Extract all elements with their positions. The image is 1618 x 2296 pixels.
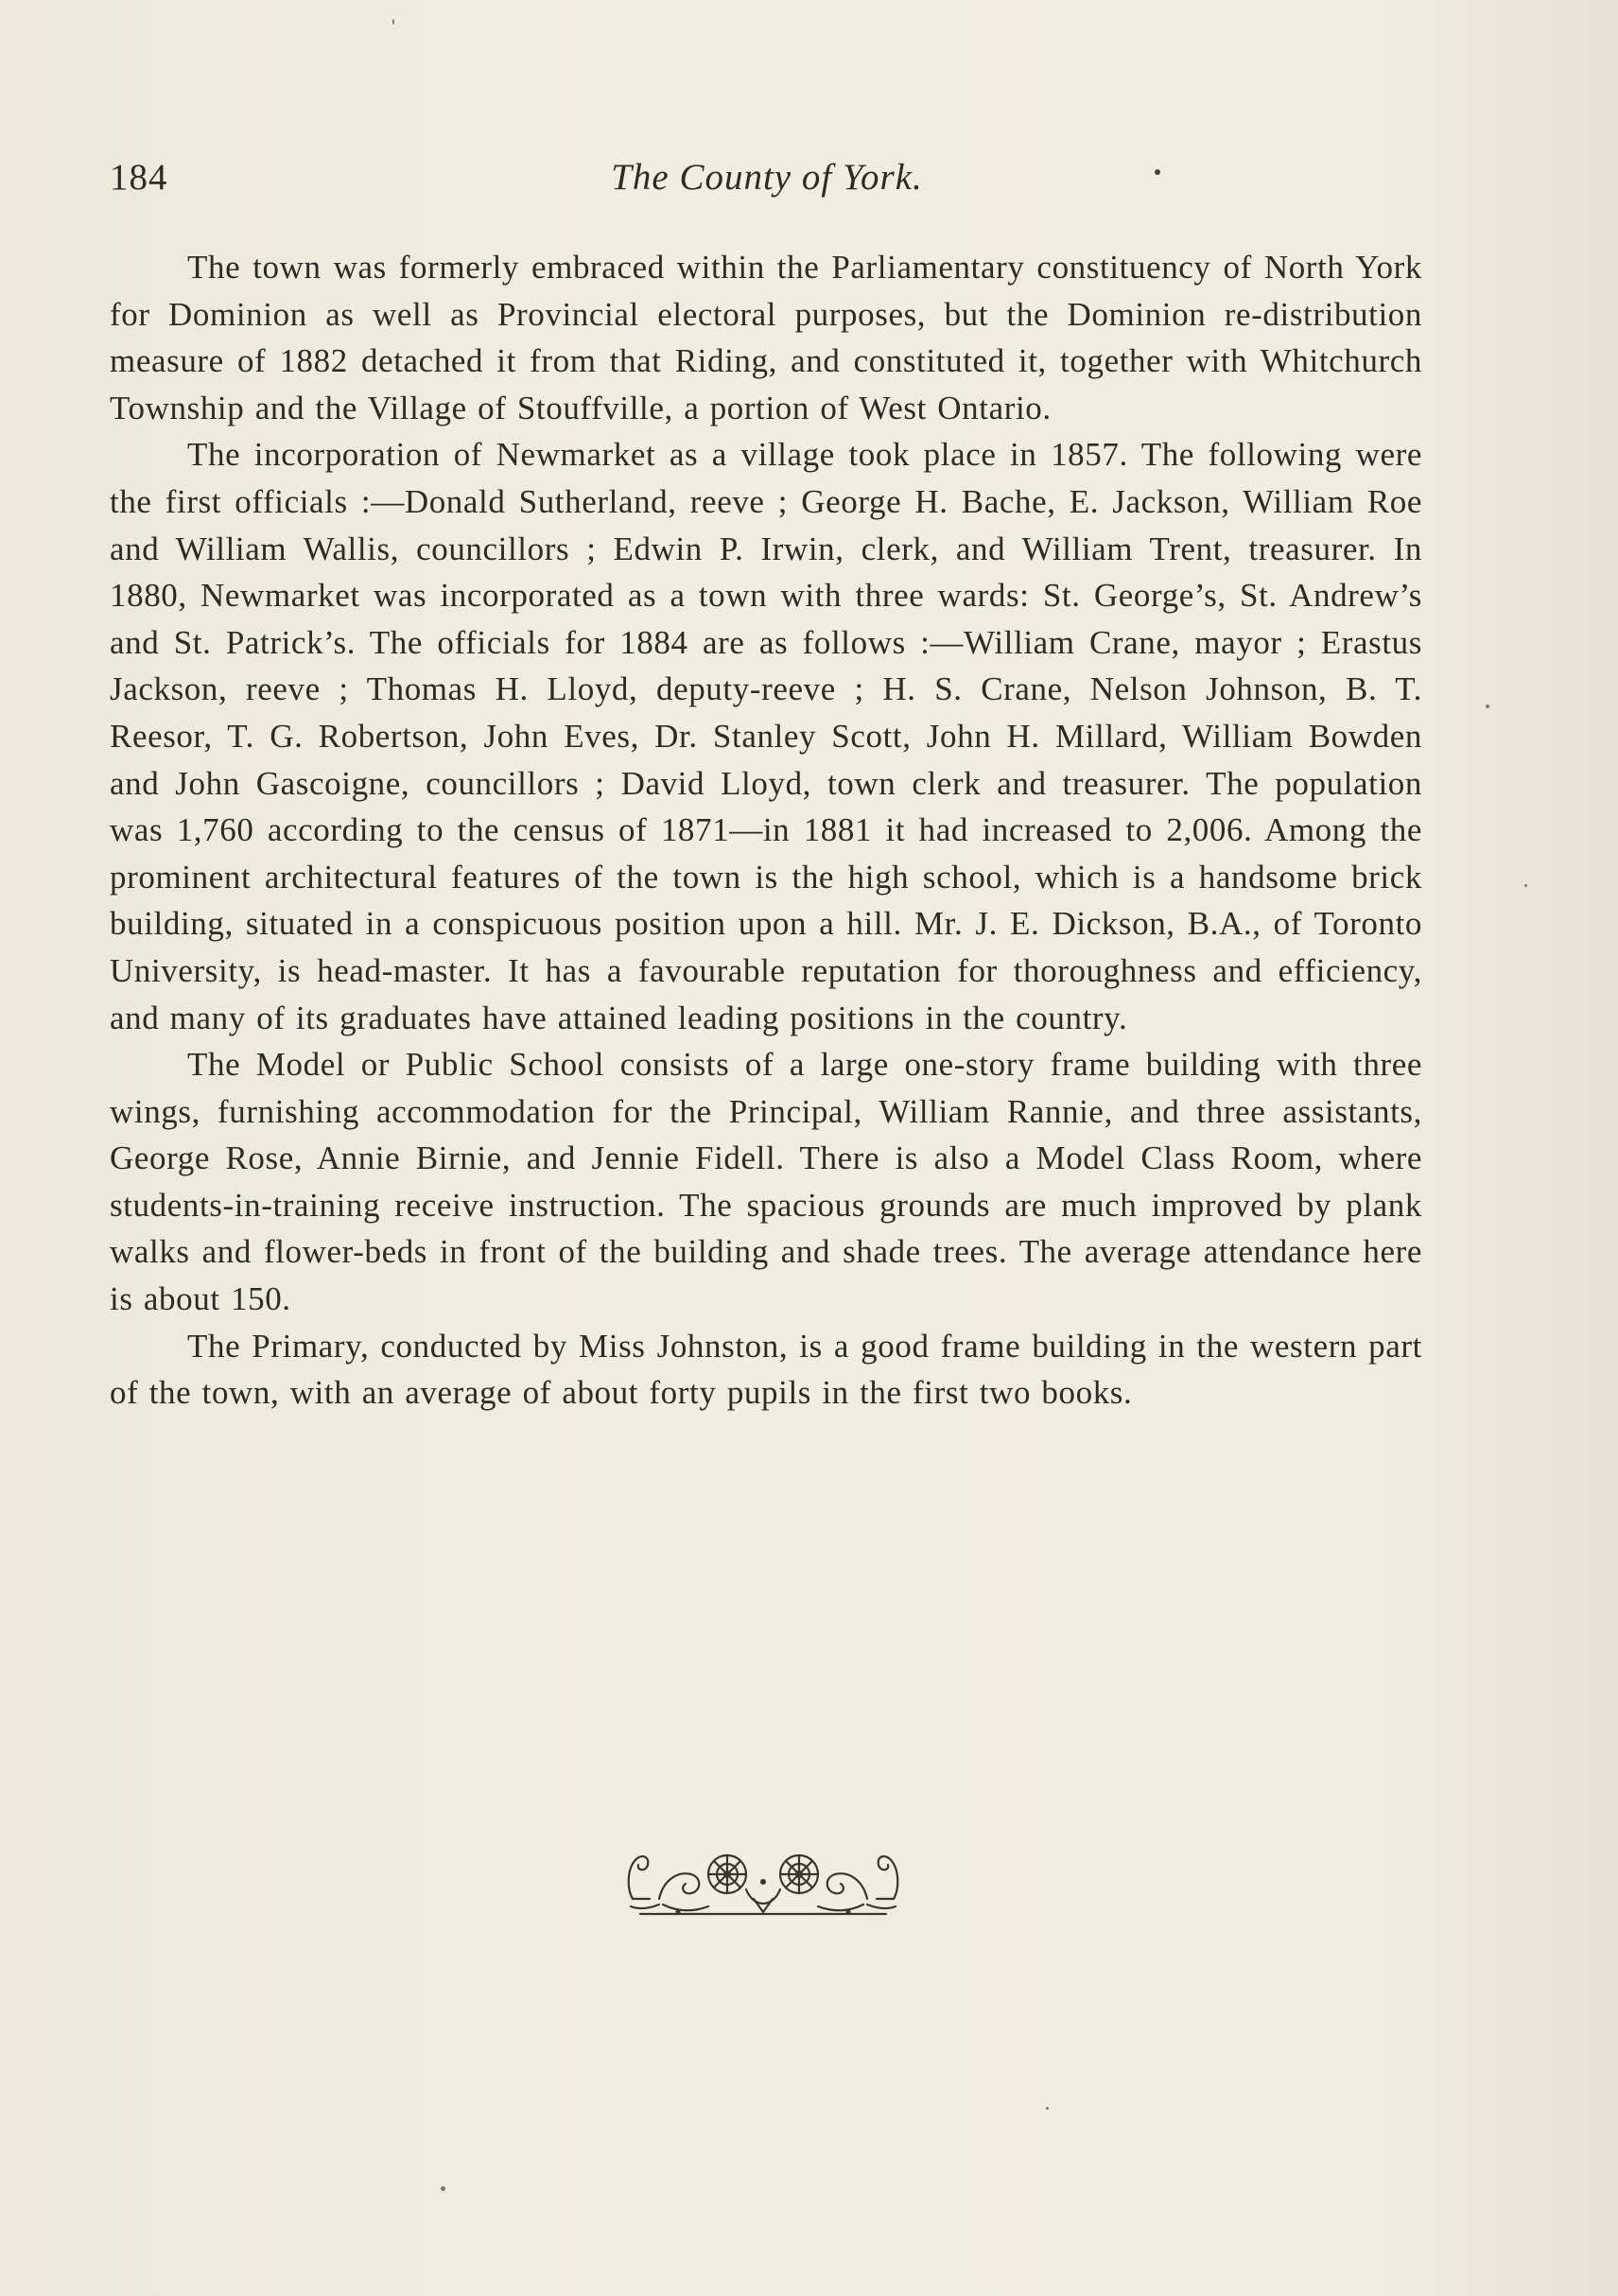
- paper-speck: [1486, 704, 1489, 708]
- paper-speck: [1524, 884, 1527, 887]
- paragraph-constituency: The town was formerly embraced within the Parliamentary constituency of North York for Dominion as well as Provincial electoral purposes, but the Dominion re-distribution measure of 1882 detached it from that Riding, and constituted it, together with Whitchurch Township and the Village of Stouffville, a portion of West Ontario.: [110, 249, 1422, 426]
- main-text: [110, 244, 1422, 1417]
- running-title: The County of York.: [611, 157, 923, 198]
- page-number: 184: [110, 157, 168, 198]
- paragraph-model-school: The Model or Public School consists of a large one-story frame building with three wings, furnishing accommodation for the Principal, William Rannie, and three assistants, George Rose, Annie Birnie, and Jennie Fidell. There is also a Model Class Room, where students-in-training receive instruction. The spacious grounds are much improved by plank walks and flower-beds in front of the building and shade trees. The average attendance here is about 150.: [110, 1046, 1422, 1318]
- paper-speck: [441, 2186, 445, 2191]
- header-dot-mark: [1155, 169, 1160, 175]
- paragraph-primary-school: The Primary, conducted by Miss Johnston, is a good frame building in the western part of the town, with an average of about forty pupils in the first two books.: [110, 1327, 1422, 1412]
- page-header: [110, 156, 1424, 213]
- paper-speck: [1046, 2107, 1049, 2110]
- paragraph-incorporation: The incorporation of Newmarket as a village took place in 1857. The following were the first officials :—Donald Sutherland, reeve ; George H. Bache, E. Jackson, William Roe and William Wallis, councillors ; Edwin P. Irwin, clerk, and William Trent, treasurer. In 1880, Newmarket was incorporated as a town with three wards: St. George’s, St. Andrew’s and St. Patrick’s. The officials for 1884 are as follows :—William Crane, mayor ; Erastus Jackson, reeve ; Thomas H. Lloyd, deputy-reeve ; H. S. Crane, Nelson Johnson, B. T. Reesor, T. G. Robertson, John Eves, Dr. Stanley Scott, John H. Millard, William Bowden and John Gascoigne, councillors ; David Lloyd, town clerk and treasurer. The population was 1,760 according to the census of 1871—in 1881 it had increased to 2,006. Among the prominent architectural features of the town is the high school, which is a handsome brick building, situated in a conspicuous position upon a hill. Mr. J. E. Dickson, B.A., of Toronto University, is head-master. It has a favourable reputation for thoroughness and efficiency, and many of its graduates have attained leading positions in the country.: [110, 436, 1422, 1036]
- paper-speck: [392, 19, 394, 25]
- decorative-scroll-ornament-icon: [621, 1833, 905, 1918]
